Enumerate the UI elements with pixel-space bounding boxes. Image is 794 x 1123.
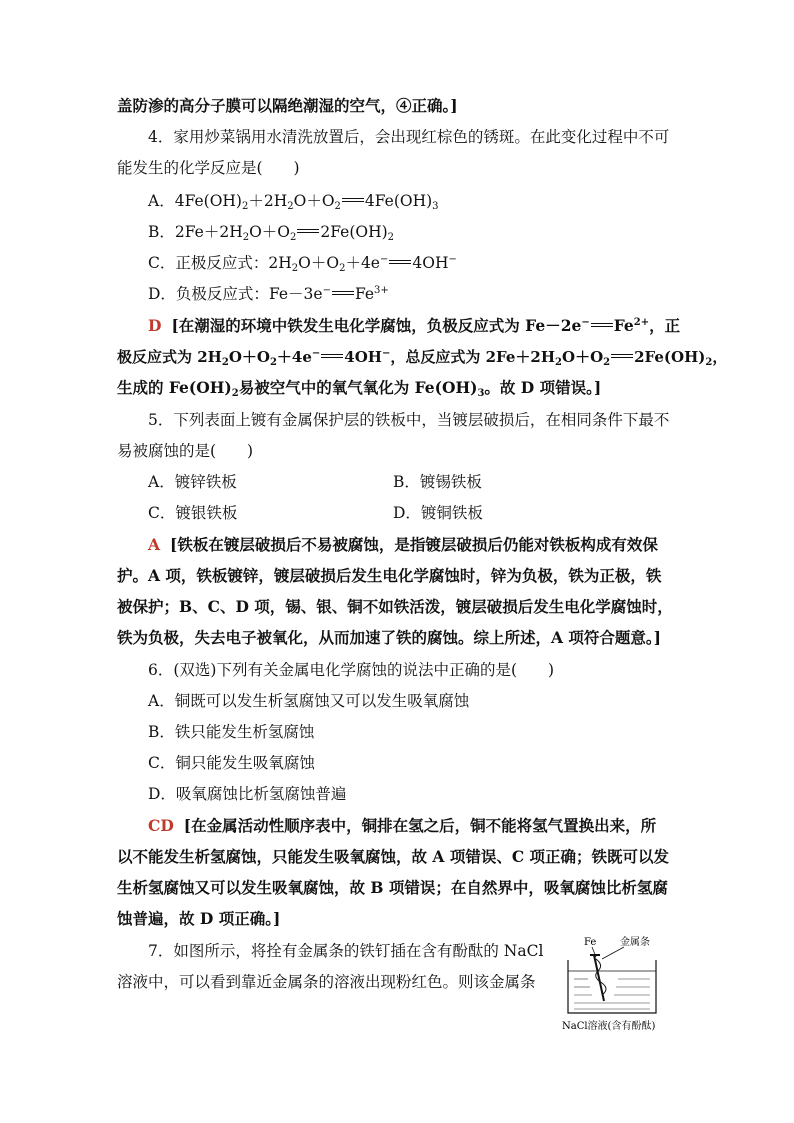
- equals-sign: [332, 291, 354, 295]
- question-4-explanation-line1: D [在潮湿的环境中铁发生电化学腐蚀，负极反应式为 Fe－2e− $Fe^{2+}$，正: [148, 316, 681, 335]
- question-4-option-a: A．$4Fe(OH)_2+2H_2O+O_2$ $4Fe(OH)_3$: [148, 192, 439, 212]
- question-7-stem-line2: 溶液中，可以看到靠近金属条的溶液出现粉红色。则该金属条: [117, 973, 536, 991]
- question-4-option-c: C．正极反应式：$2H_2O+O_2+4e^-$ 4OH−: [148, 254, 457, 274]
- question-5-explanation-line2: 护。A 项，铁板镀锌，镀层破损后发生电化学腐蚀时，锌为负极，铁为正极，铁: [117, 566, 662, 585]
- question-6-explanation-line3: 生析氢腐蚀又可以发生吸氧腐蚀，故 B 项错误；在自然界中，吸氧腐蚀比析氢腐: [117, 878, 668, 897]
- answer-badge: D: [148, 316, 162, 335]
- fe-label: Fe: [584, 937, 597, 948]
- question-6-stem: 6．(双选)下列有关金属电化学腐蚀的说法中正确的是( ): [148, 661, 555, 679]
- question-5-explanation-line1: A [铁板在镀层破损后不易被腐蚀，是指镀层破损后仍能对铁板构成有效保: [148, 535, 658, 554]
- question-6-option-c: C．铜只能发生吸氧腐蚀: [148, 754, 315, 772]
- metal-strip-label: 金属条: [620, 937, 650, 948]
- question-4-stem-line1: 4．家用炒菜锅用水清洗放置后，会出现红棕色的锈斑。在此变化过程中不可: [148, 128, 670, 146]
- question-5-option-c: C．镀银铁板: [148, 504, 238, 522]
- question-5-stem-line1: 5．下列表面上镀有金属保护层的铁板中，当镀层破损后，在相同条件下最不: [148, 411, 670, 429]
- equals-sign: [342, 198, 364, 202]
- equals-sign: [321, 354, 343, 358]
- question-6-explanation-line2: 以不能发生析氢腐蚀，只能发生吸氧腐蚀，故 A 项错误、C 项正确；铁既可以发: [117, 847, 670, 866]
- question-4-option-d: D．负极反应式：Fe－3e− $Fe^{3+}$: [148, 285, 389, 303]
- question-5-stem-line2: 易被腐蚀的是( ): [117, 442, 254, 460]
- question-7-stem-line1: 7．如图所示，将拴有金属条的铁钉插在含有酚酞的 NaCl: [148, 942, 544, 960]
- beaker-diagram: [558, 935, 678, 1035]
- question-5-option-a: A．镀锌铁板: [148, 473, 237, 491]
- question-4-explanation-line2: 极反应式为 $2H_2O+O_2+4e^-$ 4OH−，总反应式为 $2Fe+2H_2O+O_2$ $2Fe(OH)_2$，: [117, 348, 728, 368]
- equals-sign: [611, 354, 633, 358]
- equals-sign: [389, 260, 411, 264]
- question-4-stem-line2: 能发生的化学反应是( ): [117, 159, 300, 177]
- answer-badge: A: [148, 535, 161, 554]
- question-5-explanation-line3: 被保护；B、C、D 项，锡、银、铜不如铁活泼，镀层破损后发生电化学腐蚀时，: [117, 597, 673, 616]
- question-6-explanation-line4: 蚀普遍，故 D 项正确。]: [117, 909, 281, 928]
- question-4-option-b: B．$2Fe+2H_2O+O_2$ $2Fe(OH)_2$: [148, 223, 395, 243]
- solution-label: NaCl溶液(含有酚酞): [562, 1021, 656, 1032]
- question-6-option-a: A．铜既可以发生析氢腐蚀又可以发生吸氧腐蚀: [148, 692, 470, 710]
- question-6-option-b: B．铁只能发生析氢腐蚀: [148, 723, 315, 741]
- question-5-option-b: B．镀锡铁板: [393, 473, 482, 491]
- question-6-option-d: D．吸氧腐蚀比析氢腐蚀普遍: [148, 785, 347, 803]
- equals-sign: [297, 229, 319, 233]
- liquid-hatching: [574, 979, 650, 1009]
- question-6-explanation-line1: CD [在金属活动性顺序表中，铜排在氢之后，铜不能将氢气置换出来，所: [148, 816, 657, 835]
- answer-badge: CD: [148, 816, 174, 835]
- question-4-explanation-line3: 生成的 $Fe(OH)_2$易被空气中的氧气氧化为 $Fe(OH)_3$。故 D 项错误。]: [117, 378, 602, 399]
- question-5-explanation-line4: 铁为负极，失去电子被氧化，从而加速了铁的腐蚀。综上所述，A 项符合题意。]: [117, 628, 662, 647]
- equals-sign: [591, 323, 613, 327]
- continued-explanation: 盖防渗的高分子膜可以隔绝潮湿的空气，④正确。]: [117, 96, 458, 115]
- question-5-option-d: D．镀铜铁板: [393, 504, 483, 522]
- strip-pointer-line: [602, 947, 624, 959]
- beaker-outline: [568, 960, 656, 1013]
